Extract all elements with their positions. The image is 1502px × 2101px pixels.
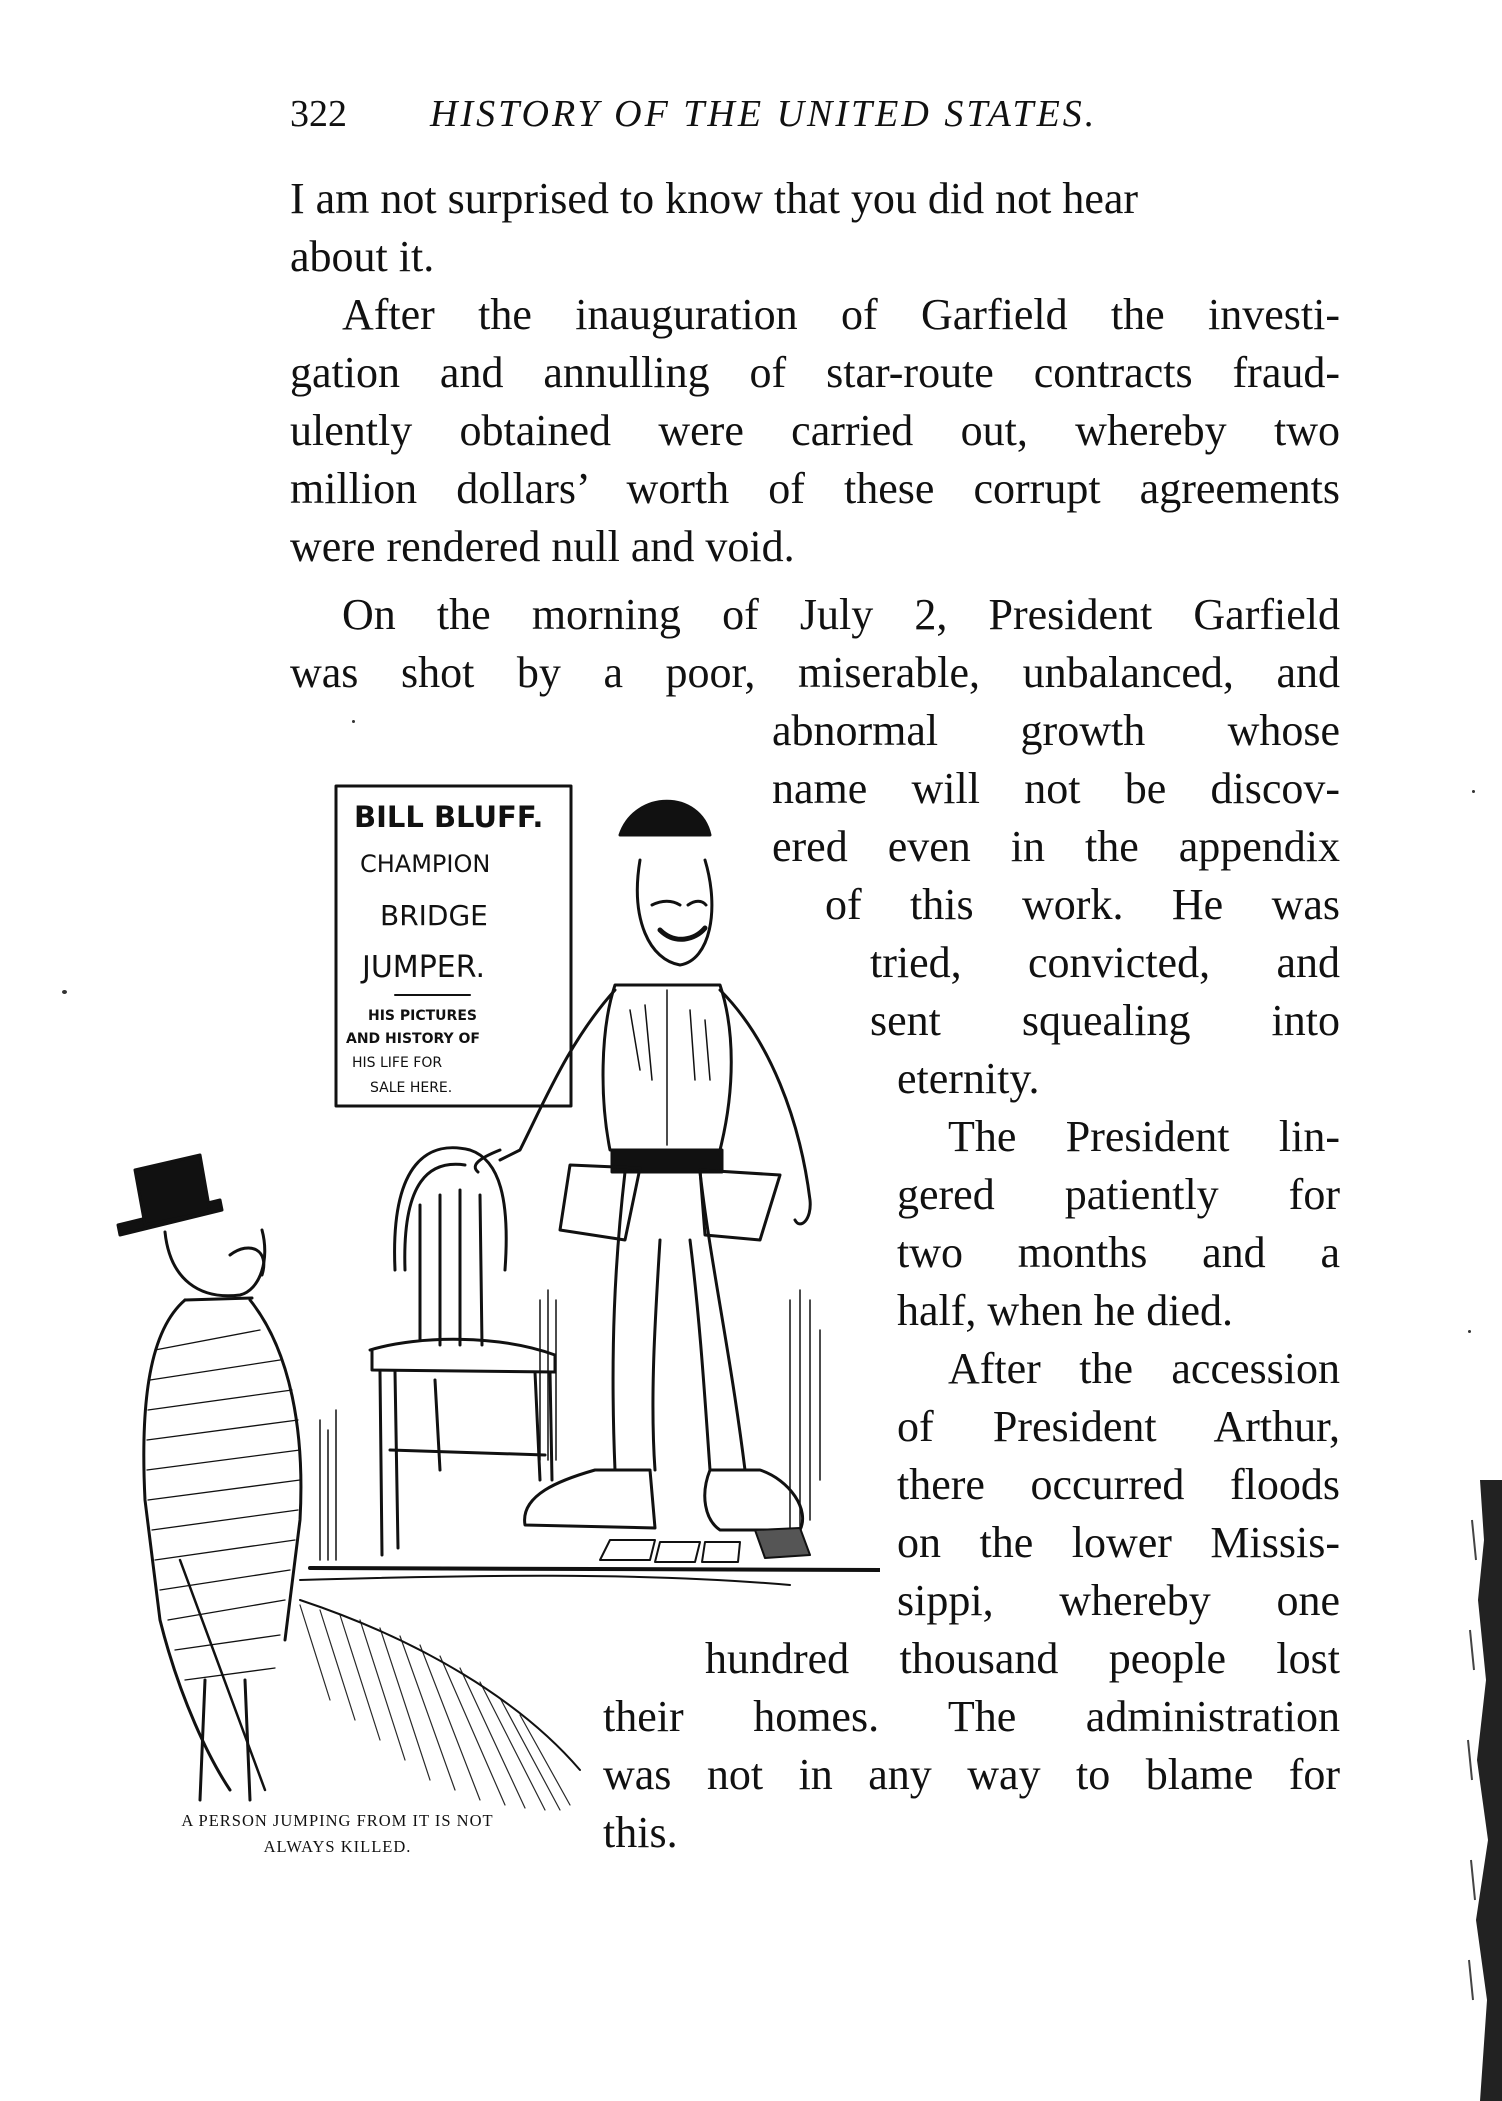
scan-speck xyxy=(1472,790,1475,793)
svg-text:HIS LIFE FOR: HIS LIFE FOR xyxy=(352,1055,443,1071)
playing-cards xyxy=(600,1528,810,1562)
text-line: After the inauguration of Garfield the investi- xyxy=(342,290,1340,339)
page-number: 322 xyxy=(290,93,347,135)
text-line: was not in any way to blame for xyxy=(603,1750,1340,1799)
text-line: of President Arthur, xyxy=(897,1402,1340,1451)
text-line: about it. xyxy=(290,232,435,281)
text-line: there occurred floods xyxy=(897,1460,1340,1509)
cartoon-illustration xyxy=(100,760,880,1820)
svg-text:CHAMPION: CHAMPION xyxy=(360,850,491,878)
scan-speck xyxy=(1468,1330,1471,1333)
text-line: eternity. xyxy=(897,1054,1040,1103)
text-line: on the lower Missis- xyxy=(897,1518,1340,1567)
standing-figure xyxy=(475,801,810,1530)
text-line: ulently obtained were carried out, whereby two xyxy=(290,406,1340,455)
text-line: were rendered null and void. xyxy=(290,522,795,571)
illustration-caption xyxy=(95,1808,580,1860)
floor-line xyxy=(310,1568,880,1570)
scan-speck xyxy=(352,720,355,723)
text-line: On the morning of July 2, President Garfield xyxy=(342,590,1340,639)
svg-text:HIS PICTURES: HIS PICTURES xyxy=(368,1008,477,1024)
chair xyxy=(370,1148,555,1555)
text-line: gered patiently for xyxy=(897,1170,1340,1219)
running-head-title: HISTORY OF THE UNITED STATES. xyxy=(430,93,1098,135)
coat-hatching xyxy=(147,1330,300,1680)
text-line: their homes. The administration xyxy=(603,1692,1340,1741)
top-hat-figure xyxy=(118,1155,301,1800)
text-line: this. xyxy=(603,1808,678,1857)
text-line: sippi, whereby one xyxy=(897,1576,1340,1625)
text-line: of this work. He was xyxy=(825,880,1340,929)
sign-text xyxy=(346,800,543,1096)
text-line: I am not surprised to know that you did not hear xyxy=(290,174,1139,223)
running-header xyxy=(290,92,1340,142)
svg-text:BILL BLUFF.: BILL BLUFF. xyxy=(354,800,544,834)
text-line: abnormal growth whose xyxy=(772,706,1340,755)
scan-speck xyxy=(62,990,67,994)
floor-curve xyxy=(300,1600,580,1770)
svg-text:AND HISTORY OF: AND HISTORY OF xyxy=(346,1031,480,1047)
text-line: was shot by a poor, miserable, unbalanced, and xyxy=(290,648,1340,697)
svg-text:BRIDGE: BRIDGE xyxy=(380,899,488,932)
text-line: name will not be discov- xyxy=(772,764,1340,813)
svg-text:SALE HERE.: SALE HERE. xyxy=(370,1080,453,1096)
text-line: gation and annulling of star-route contracts fraud- xyxy=(290,348,1340,397)
caption-line: ALWAYS KILLED. xyxy=(263,1837,412,1856)
text-line: After the accession xyxy=(948,1344,1340,1393)
scan-edge-artifact xyxy=(1462,1480,1502,2101)
text-line: hundred thousand people lost xyxy=(705,1634,1340,1683)
svg-text:JUMPER.: JUMPER. xyxy=(362,950,486,985)
text-line: The President lin- xyxy=(948,1112,1340,1161)
floor-hatching xyxy=(300,1605,570,1810)
text-line: million dollars’ worth of these corrupt agreements xyxy=(290,464,1340,513)
text-line: tried, convicted, and xyxy=(870,938,1340,987)
text-line: two months and a xyxy=(897,1228,1340,1277)
text-line: half, when he died. xyxy=(897,1286,1233,1335)
text-line: ered even in the appendix xyxy=(772,822,1340,871)
text-line: sent squealing into xyxy=(870,996,1340,1045)
caption-line: A PERSON JUMPING FROM IT IS NOT xyxy=(181,1811,494,1830)
